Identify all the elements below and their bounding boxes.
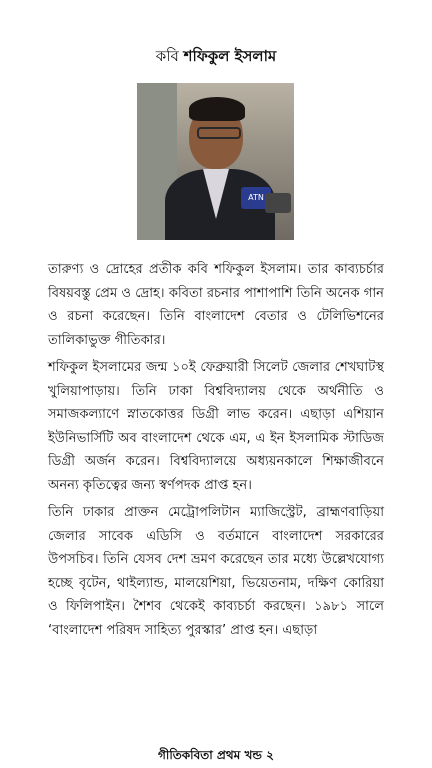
page-footer: গীতিকবিতা প্রথম খন্ড ২	[158, 748, 274, 762]
microphone-icon	[265, 193, 291, 213]
poet-name: শফিকুল ইসলাম	[183, 47, 277, 65]
poet-photo	[137, 83, 294, 240]
photo-hair	[189, 97, 245, 121]
title-prefix: কবি	[155, 47, 179, 65]
paragraph: তারুণ্য ও দ্রোহের প্রতীক কবি শফিকুল ইসলাম। তার কাব্যচর্চার বিষয়বস্তু প্রেম ও দ্রোহ। কবিতা রচনার পাশাপাশি তিনি অনেক গান ও রচনা করেছেন। তিনি বাংলাদেশ বেতার ও টেলিভিশনের তালিকাভুক্ত গীতিকার।	[48, 262, 384, 348]
photo-glasses	[197, 127, 241, 139]
microphone-logo: ATN	[241, 187, 271, 209]
page-title	[0, 46, 432, 66]
paragraph: শফিকুল ইসলামের জন্ম ১০ই ফেব্রুয়ারী সিলেট জেলার শেখঘাটস্থ খুলিয়াপাড়ায়। তিনি ঢাকা বিশ্ববিদ্যালয় থেকে অর্থনীতি ও সমাজকল্যাণে স্নাতকোত্তর ডিগ্রী লাভ করেন। এছাড়া এশিয়ান ইউনিভার্সিটি অব বাংলাদেশ থেকে এম, এ ইন ইসলামিক স্টাডিজ ডিগ্রী অর্জন করেন। বিশ্ববিদ্যালয়ে অধ্যয়নকালে শিক্ষাজীবনে অনন্য কৃতিত্বের জন্য স্বর্ণপদক প্রাপ্ত হন।	[48, 360, 384, 493]
biography-text	[48, 258, 384, 646]
paragraph: তিনি ঢাকার প্রাক্তন মেট্রোপলিটান ম্যাজিস্ট্রেট, ব্রাহ্মণবাড়িয়া জেলার সাবেক এডিসি ও বর্তমানে বাংলাদেশ সরকারের উপসচিব। তিনি যেসব দেশ ভ্রমণ করেছেন তার মধ্যে উল্লেখযোগ্য হচ্ছে বৃটেন, থাইল্যান্ড, মালয়েশিয়া, ভিয়েতনাম, দক্ষিণ কোরিয়া ও ফিলিপাইন। শৈশব থেকেই কাব্যচর্চা করছেন। ১৯৮১ সালে ‘বাংলাদেশ পরিষদ সাহিত্য পুরস্কার’ প্রাপ্ত হন। এছাড়া	[48, 505, 384, 638]
